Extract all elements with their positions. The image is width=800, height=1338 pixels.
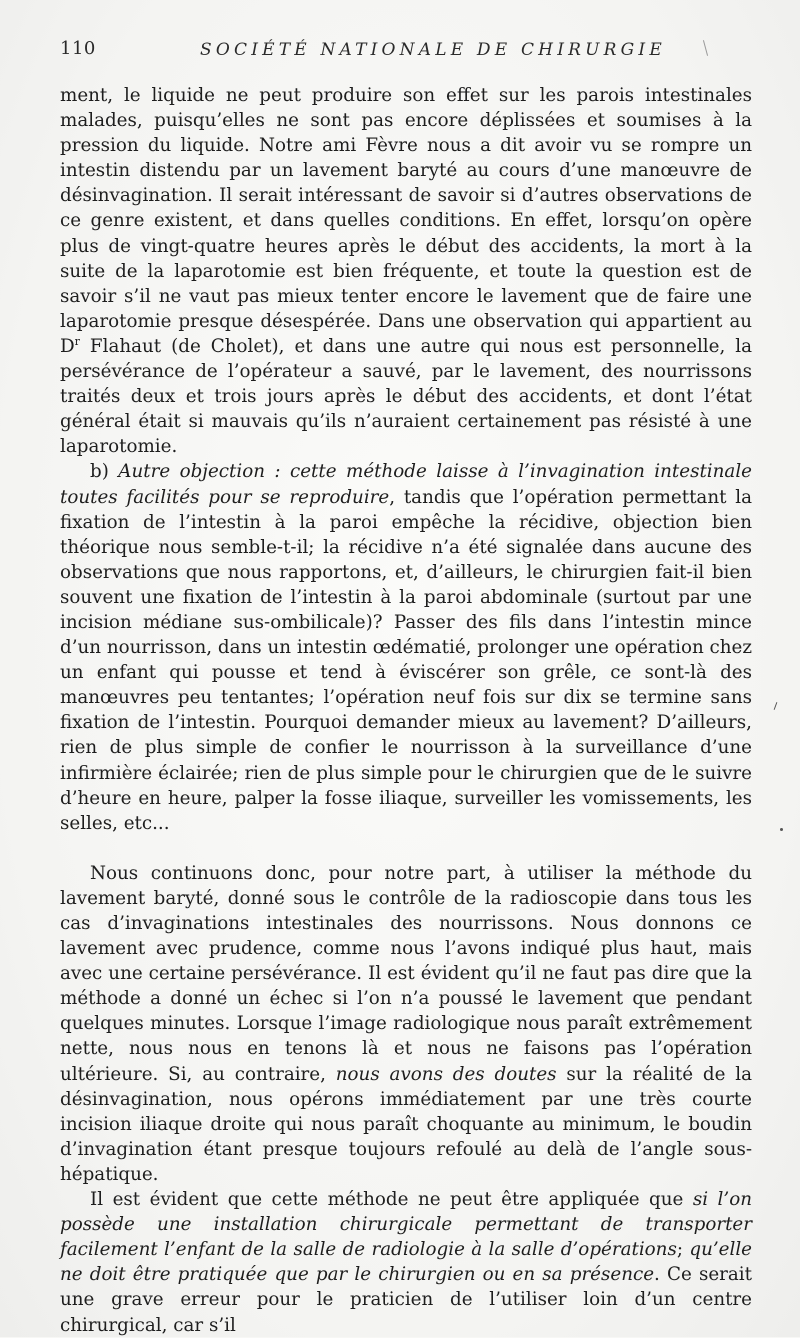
paragraph-1-text-a: ment, le liquide ne peut produire son effet sur les parois intestinales malades, puisqu’elles ne sont pas encore déplissées et soumises à la pression du liquide. Notre ami Fèvre nous a dit avoir vu se rompre un intestin distendu par un lavement baryté au cours d’une manœuvre de désinvagination. Il serait intéressant de savoir si d’autres observations de ce genre existent, et dans quelles conditions. En effet, lorsqu’on opère plus de vingt-quatre heures après le début des accidents, la mort à la suite de la laparotomie est bien fréquente, et toute la question est de savoir s’il ne vaut pas mieux tenter encore le lavement que de faire une laparotomie presque désespérée. Dans une observation qui appartient au D [60, 85, 752, 357]
paragraph-2 [60, 459, 752, 835]
paragraph-1 [60, 83, 752, 459]
paragraph-2-italic: Autre objection : cette méthode laisse à l’invagination intestinale toutes facilités pour se reproduire [60, 461, 752, 508]
paragraph-3-text-a: Nous continuons donc, pour notre part, à utiliser la méthode du lavement baryté, donné sous le contrôle de la radioscopie dans tous les cas d’invaginations intestinales des nourrissons. Nous donnons ce lavement avec prudence, comme nous l’avons indiqué plus haut, mais avec une certaine persévérance. Il est évident qu’il ne faut pas dire que la méthode a donné un échec si l’on n’a poussé le lavement que pendant quelques minutes. Lorsque l’image radiologique nous paraît extrêmement nette, nous nous en tenons là et nous ne faisons pas l’opération ultérieure. Si, au contraire, [60, 862, 752, 1085]
paragraph-3-italic: nous avons des doutes [335, 1063, 557, 1085]
page-number: 110 [60, 38, 96, 59]
paragraph-4 [60, 1187, 752, 1338]
page-header [60, 38, 760, 68]
paragraph-3 [60, 861, 752, 1187]
paragraph-2-text-b: , tandis que l’opération permettant la fixation de l’intestin à la paroi empêche la récidive, objection bien théorique nous semble-t-il; la récidive n’a été signalée dans aucune des observations que nous rapportons, et, d’ailleurs, le chirurgien fait-il bien souvent une fixation de l’intestin à la paroi abdominale (surtout par une incision médiane sus-ombilicale)? Passer des fils dans l’intestin mince d’un nourrisson, dans un intestin œdématié, prolonger une opération chez un enfant qui pousse et tend à éviscérer son grêle, ce sont-là des manœuvres peu tentantes; l’opération neuf fois sur dix se termine sans fixation de l’intestin. Pourquoi demander mieux au lavement? D’ailleurs, rien de plus simple de confier le nourrisson à la surveillance d’une infirmière éclairée; rien de plus simple pour le chirurgien que de le suivre d’heure en heure, palper la fosse iliaque, surveiller les vomissements, les selles, etc... [60, 486, 752, 834]
paragraph-4-text-a: Il est évident que cette méthode ne peut être appliquée que [90, 1189, 693, 1211]
body-text [60, 83, 752, 1338]
paragraph-1-superscript: r [74, 334, 80, 348]
paragraph-4-text-b: ; [676, 1239, 690, 1261]
paragraph-4-text-c: . Ce serait une grave erreur pour le praticien de l’utiliser loin d’un centre chirurgical, car s’il [60, 1264, 752, 1336]
running-head: SOCIÉTÉ NATIONALE DE CHIRURGIE [200, 40, 666, 60]
scan-speck [780, 828, 783, 831]
scan-speck [774, 702, 778, 710]
paragraph-1-text-b: Flahaut (de Cholet), et dans une autre qui nous est personnelle, la persévérance de l’opérateur a sauvé, par le lavement, des nourrissons traités deux et trois jours après le début des accidents, et dont l’état général était si mauvais qu’ils n’auraient certainement pas résisté à une laparotomie. [60, 335, 752, 458]
paragraph-4-italic-b: qu’elle ne doit être pratiquée que par le chirurgien ou en sa présence [60, 1239, 752, 1286]
paragraph-2-text-a: b) [90, 461, 119, 483]
paragraph-3-text-b: sur la réalité de la désinvagination, nous opérons immédiatement par une très courte incision iliaque droite qui nous paraît choquante au minimum, le boudin d’invagination étant presque toujours refoulé au delà de l’angle sous-hépatique. [60, 1063, 752, 1185]
paragraph-4-italic-a: si l’on possède une installation chirurgicale permettant de transporter facilement l’enfant de la salle de radiologie à la salle d’opérations [60, 1189, 752, 1261]
